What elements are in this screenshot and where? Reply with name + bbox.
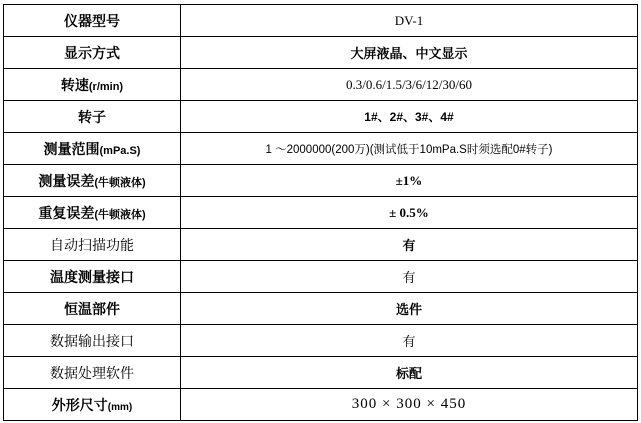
specifications-table-body [4, 5, 638, 421]
table-row [4, 101, 638, 133]
spec-label-unit: (牛顿液体) [94, 208, 146, 221]
spec-value-cell [181, 325, 638, 357]
spec-label-cell [4, 293, 181, 325]
spec-value-text: DV-1 [394, 12, 424, 28]
spec-label-cell [4, 197, 181, 229]
spec-value-cell [181, 389, 638, 421]
table-row [4, 293, 638, 325]
specifications-table [3, 4, 638, 421]
spec-label-text: 恒温部件 [64, 300, 120, 317]
table-row [4, 133, 638, 165]
spec-value-text: ±1% [395, 172, 423, 188]
spec-value-text: 大屏液晶、中文显示 [350, 46, 468, 61]
spec-label-cell [4, 37, 181, 69]
spec-value-text: 300 × 300 × 450 [351, 396, 467, 412]
table-row [4, 261, 638, 293]
spec-value-cell [181, 101, 638, 133]
spec-label-text: 转子 [78, 108, 106, 125]
table-row [4, 229, 638, 261]
table-row [4, 197, 638, 229]
table-row [4, 325, 638, 357]
spec-label-cell [4, 357, 181, 389]
spec-label-text: 转速 [60, 76, 89, 93]
spec-label-text: 显示方式 [64, 44, 120, 61]
table-row [4, 357, 638, 389]
spec-label-text: 外形尺寸 [51, 396, 108, 413]
spec-label-cell [4, 69, 181, 101]
spec-label-unit: (mPa.S) [99, 144, 141, 157]
spec-label-unit: (牛顿液体) [94, 176, 146, 189]
spec-value-text: 标配 [395, 366, 422, 381]
spec-value-text: 1 ～2000000(200万)(测试低于10mPa.S时须选配0#转子) [265, 143, 553, 156]
spec-value-text: ± 0.5% [389, 204, 429, 220]
spec-label-cell [4, 5, 181, 37]
spec-label-text: 温度测量接口 [50, 268, 134, 285]
spec-value-cell [181, 261, 638, 293]
spec-value-cell [181, 133, 638, 165]
spec-value-cell [181, 293, 638, 325]
spec-label-text: 测量范围 [43, 140, 100, 157]
spec-label-unit: (r/min) [88, 80, 124, 93]
spec-label-text: 重复误差 [38, 204, 95, 221]
spec-value-text: 有 [402, 270, 416, 285]
spec-label-text: 测量误差 [38, 172, 95, 189]
spec-value-text: 0.3/0.6/1.5/3/6/12/30/60 [345, 76, 473, 92]
spec-label-text: 数据处理软件 [50, 364, 134, 381]
spec-label-text: 数据输出接口 [50, 332, 134, 349]
spec-label-cell [4, 101, 181, 133]
spec-label-text: 自动扫描功能 [50, 236, 134, 253]
spec-value-text: 有 [402, 238, 416, 253]
spec-value-cell [181, 5, 638, 37]
spec-value-text: 1#、2#、3#、4# [364, 110, 454, 124]
spec-value-text: 选件 [395, 302, 422, 317]
spec-label-unit: (mm) [107, 401, 133, 413]
spec-label-cell [4, 133, 181, 165]
spec-value-cell [181, 197, 638, 229]
table-row [4, 5, 638, 37]
spec-value-cell [181, 357, 638, 389]
spec-label-cell [4, 261, 181, 293]
spec-label-cell [4, 165, 181, 197]
table-row [4, 69, 638, 101]
spec-label-cell [4, 389, 181, 421]
spec-value-cell [181, 69, 638, 101]
table-row [4, 37, 638, 69]
spec-label-cell [4, 229, 181, 261]
table-row [4, 165, 638, 197]
spec-value-cell [181, 37, 638, 69]
spec-label-cell [4, 325, 181, 357]
spec-value-text: 有 [402, 334, 416, 349]
spec-value-cell [181, 229, 638, 261]
table-row [4, 389, 638, 421]
spec-value-cell [181, 165, 638, 197]
spec-label-text: 仪器型号 [64, 12, 120, 29]
